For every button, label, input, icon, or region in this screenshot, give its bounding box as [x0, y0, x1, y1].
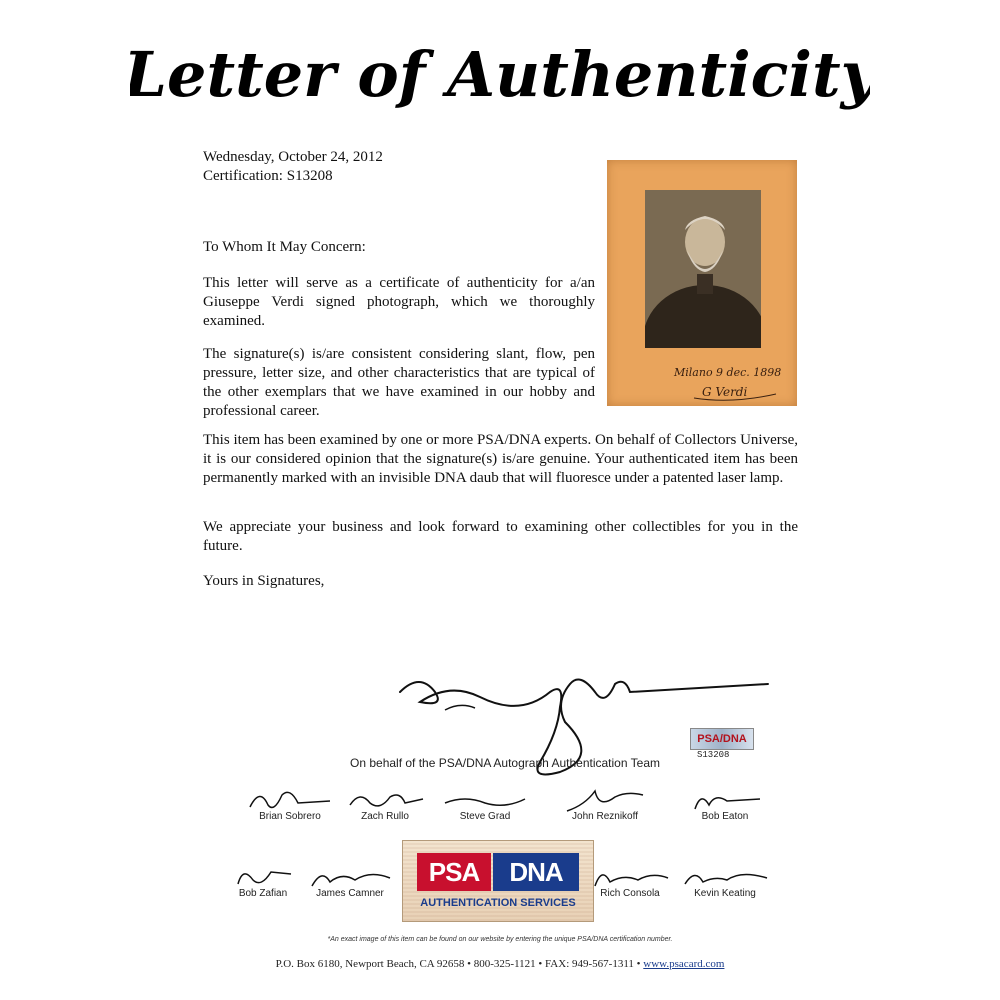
signatory [430, 785, 540, 822]
logo-dna: DNA [493, 853, 579, 891]
address-text: P.O. Box 6180, Newport Beach, CA 92658 • 800-325-1121 • FAX: 949-567-1311 • [275, 958, 644, 970]
signatory [330, 785, 440, 822]
signatory-name: Kevin Keating [694, 888, 756, 899]
signatory-name: James Camner [316, 888, 384, 899]
letter-title [130, 28, 870, 118]
signatory-name: Steve Grad [459, 811, 511, 822]
photo-signature-inscription [672, 360, 792, 404]
signatory-name: Rich Consola [600, 888, 660, 899]
hologram-number: S13208 [697, 750, 730, 760]
signatory [295, 862, 405, 899]
closing: Yours in Signatures, [203, 573, 325, 589]
psa-dna-logo [402, 840, 594, 922]
letter-meta [203, 148, 383, 186]
svg-text:Milano 9 dec. 1898: Milano 9 dec. 1898 [674, 366, 782, 379]
website-link[interactable]: www.psacard.com [643, 958, 725, 970]
svg-text:G Verdi: G Verdi [702, 385, 748, 399]
signatory [550, 785, 660, 822]
paragraph-1: This letter will serve as a certificate of authenticity for a/an Giuseppe Verdi signed photograph, which we thoroughly examined. [203, 275, 595, 329]
signatory-name: Zach Rullo [361, 811, 409, 822]
footnote: *An exact image of this item can be found on our website by entering the unique PSA/DNA certification number. [327, 936, 673, 943]
letter-title-text: Letter of Authenticity [130, 38, 870, 111]
team-line: On behalf of the PSA/DNA Autograph Authentication Team [350, 756, 660, 770]
signatory [235, 785, 345, 822]
certification-number: Certification: S13208 [203, 168, 333, 184]
logo-psa: PSA [417, 853, 491, 891]
signatory-name: John Reznikoff [572, 811, 638, 822]
portrait-image [645, 190, 761, 348]
logo-subtitle: AUTHENTICATION SERVICES [420, 897, 576, 909]
signatory [670, 862, 780, 899]
psa-dna-hologram-sticker: PSA/DNA [690, 728, 754, 750]
signatory-name: Bob Eaton [701, 811, 749, 822]
paragraph-4: We appreciate your business and look forward to examining other collectibles for you in the future. [203, 519, 798, 554]
signatory-name: Brian Sobrero [259, 811, 321, 822]
letter-date: Wednesday, October 24, 2012 [203, 149, 383, 165]
item-photograph [607, 160, 797, 406]
address-line [0, 958, 1000, 970]
signatory-name: Bob Zafian [238, 888, 288, 899]
paragraph-2: The signature(s) is/are consistent considering slant, flow, pen pressure, letter size, and other characteristics that are typical of the other exemplars that we have examined in our hobby and professional career. [203, 346, 595, 419]
salutation: To Whom It May Concern: [203, 239, 366, 255]
paragraph-3: This item has been examined by one or more PSA/DNA experts. On behalf of Collectors Universe, it is our considered opinion that the signature(s) is/are genuine. Your authenticated item has been permanently marked with an invisible DNA daub that will fluoresce under a patented laser lamp. [203, 432, 798, 486]
signatory [670, 785, 780, 822]
